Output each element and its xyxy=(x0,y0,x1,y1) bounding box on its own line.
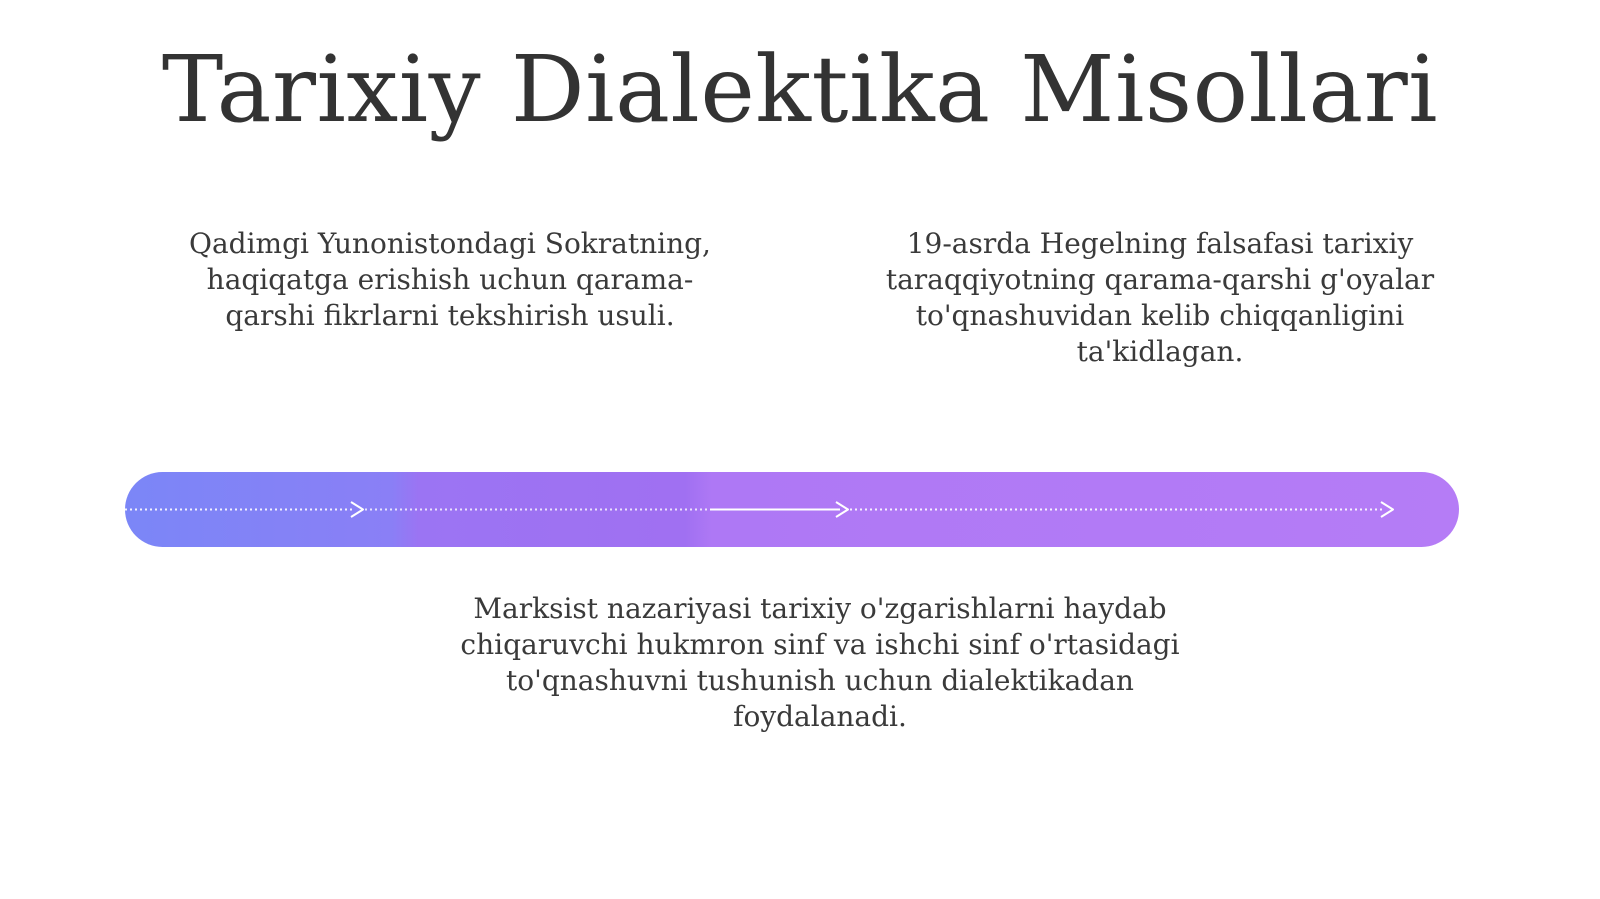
timeline-bar xyxy=(125,472,1459,547)
example-marxist-text: Marksist nazariyasi tarixiy o'zgarishlarni haydab chiqaruvchi hukmron sinf va ishchi sinf o'rtasidagi to'qnashuvni tushunish uchun dialektikadan foydalanadi. xyxy=(460,592,1180,733)
page-title: Tarixiy Dialektika Misollari xyxy=(161,36,1439,143)
example-socrates-text: Qadimgi Yunonistondagi Sokratning, haqiqatga erishish uchun qarama-qarshi fikrlarni tekshirish usuli. xyxy=(189,227,711,332)
example-hegel-text: 19-asrda Hegelning falsafasi tarixiy taraqqiyotning qarama-qarshi g'oyalar to'qnashuvidan kelib chiqqanligini ta'kidlagan. xyxy=(885,227,1435,368)
timeline-graphic xyxy=(125,472,1459,547)
